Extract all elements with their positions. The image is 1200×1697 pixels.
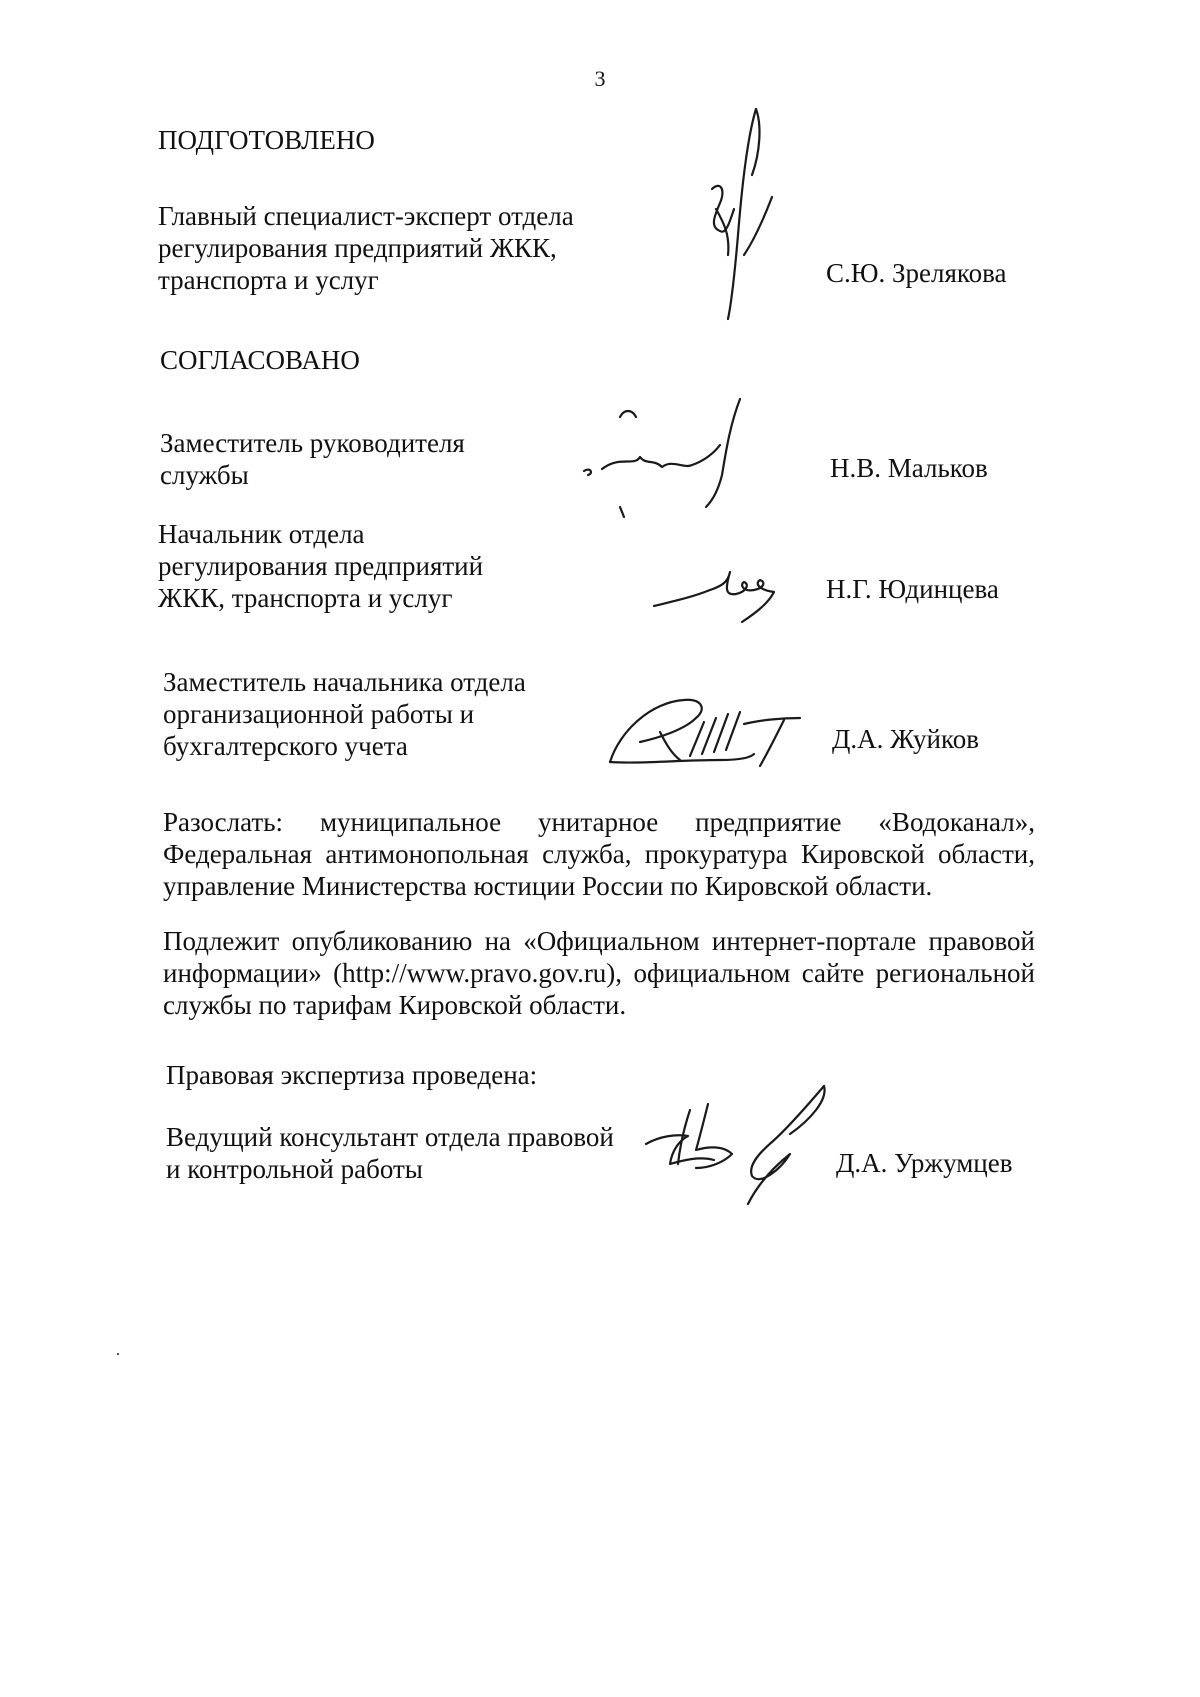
agreed-heading: СОГЛАСОВАНО [160, 345, 360, 375]
legal-review-heading: Правовая экспертиза проведена: [166, 1060, 538, 1090]
signature-zhuykov [600, 690, 820, 780]
signature-malkov [580, 395, 750, 525]
agreed-name-3: Д.А. Жуйков [832, 724, 979, 754]
scan-speck [117, 1353, 119, 1355]
publication-paragraph: Подлежит опубликованию на «Официальном интернет-портале правовой информации» (http://www.pravo.gov.ru), официальном сайте региональной службы по тарифам Кировской области. [163, 926, 1035, 1020]
signature-zrelyakova [690, 105, 800, 325]
legal-review-name: Д.А. Уржумцев [836, 1148, 1013, 1178]
prepared-position: Главный специалист-эксперт отдела регулирования предприятий ЖКК, транспорта и услуг [158, 201, 574, 295]
legal-review-position: Ведущий консультант отдела правовой и контрольной работы [166, 1122, 614, 1184]
prepared-heading: ПОДГОТОВЛЕНО [158, 125, 375, 155]
page-number: 3 [594, 66, 606, 91]
agreed-name-1: Н.В. Мальков [830, 453, 988, 483]
distribution-paragraph: Разослать: муниципальное унитарное предприятие «Водоканал», Федеральная антимонопольная служба, прокуратура Кировской области, управление Министерства юстиции России по Кировской области. [163, 807, 1035, 901]
signature-urzhumtsev [640, 1080, 840, 1210]
prepared-name: С.Ю. Зрелякова [826, 258, 1007, 288]
agreed-position-3: Заместитель начальника отдела организационной работы и бухгалтерского учета [163, 667, 526, 761]
agreed-name-2: Н.Г. Юдинцева [826, 574, 999, 604]
agreed-position-1: Заместитель руководителя службы [160, 428, 465, 490]
signature-yudintseva [650, 560, 790, 630]
agreed-position-2: Начальник отдела регулирования предприятий ЖКК, транспорта и услуг [158, 519, 484, 613]
